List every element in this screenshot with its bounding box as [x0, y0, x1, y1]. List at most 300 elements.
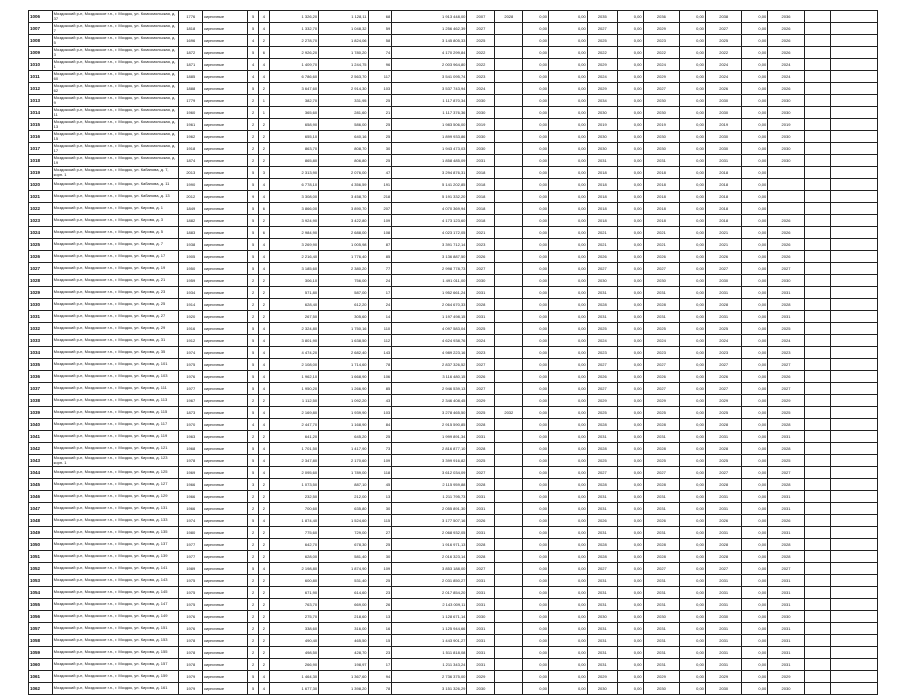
- cell-res: 17: [368, 287, 392, 299]
- cell-y5: 2031: [705, 503, 742, 515]
- cell-k4: 0,00: [680, 83, 706, 95]
- cell-res: 25: [368, 155, 392, 167]
- cell-s2: 1 824,06: [319, 35, 368, 47]
- cell-k4: 0,00: [680, 659, 706, 671]
- cell-y7: [830, 275, 877, 287]
- cell-cost: 1 999 891,34: [392, 431, 467, 443]
- cell-res: 25: [368, 95, 392, 107]
- cell-y7: [830, 323, 877, 335]
- cell-fl: 5: [248, 251, 259, 263]
- cell-y1: 2026: [467, 251, 495, 263]
- cell-k2: 0,00: [549, 47, 588, 59]
- cell-n: 1020: [29, 179, 53, 191]
- cell-n: 1047: [29, 503, 53, 515]
- cell-type: кирпичные: [203, 107, 248, 119]
- cell-y4: 2028: [643, 443, 680, 455]
- table-row: [29, 47, 878, 59]
- cell-k6: [804, 551, 830, 563]
- cell-y2: [495, 431, 523, 443]
- cell-n: 1044: [29, 467, 53, 479]
- cell-en: 2: [258, 587, 269, 599]
- cell-y5: 2027: [705, 263, 742, 275]
- cell-cost: 1 916 971,13: [392, 539, 467, 551]
- cell-k5: 0,00: [742, 107, 768, 119]
- cell-addr: Моздокский р-н, Моздокское г.п., г. Моздок, ул. Комсомольская, д. 7: [52, 23, 179, 35]
- cell-addr: Моздокский р-н, Моздокское г.п., г. Моздок, ул. Кирова, д. 5: [52, 227, 179, 239]
- table-row: [29, 575, 878, 587]
- cell-k6: [804, 167, 830, 179]
- cell-s1: 6 778,10: [269, 179, 318, 191]
- cell-code: 1976: [179, 611, 203, 623]
- cell-y5: 2031: [705, 431, 742, 443]
- cell-y4: 2024: [643, 335, 680, 347]
- cell-k3: 0,00: [617, 167, 643, 179]
- cell-addr: Моздокский р-н, Моздокское г.п., г. Моздок, ул. Комсомольская, д. 1: [52, 59, 179, 71]
- cell-y3: 2027: [587, 263, 617, 275]
- cell-y2: [495, 311, 523, 323]
- cell-y1: 2027: [467, 263, 495, 275]
- cell-k2: 0,00: [549, 551, 588, 563]
- cell-k6: [804, 635, 830, 647]
- cell-fl: 2: [248, 587, 259, 599]
- cell-k3: 0,00: [617, 23, 643, 35]
- cell-y5: 2026: [705, 371, 742, 383]
- cell-fl: 5: [248, 83, 259, 95]
- cell-k1: 0,00: [523, 431, 549, 443]
- cell-y5: 2031: [705, 635, 742, 647]
- cell-en: 4: [258, 407, 269, 419]
- cell-cost: 5 141 202,85: [392, 179, 467, 191]
- cell-res: 94: [368, 671, 392, 683]
- cell-cost: 1 491 011,00: [392, 275, 467, 287]
- cell-y4: 2027: [643, 563, 680, 575]
- cell-s2: 2 688,00: [319, 227, 368, 239]
- cell-type: кирпичные: [203, 359, 248, 371]
- cell-cost: 2 016 323,14: [392, 551, 467, 563]
- cell-y6: 2031: [768, 431, 805, 443]
- cell-k4: 0,00: [680, 227, 706, 239]
- cell-k2: 0,00: [549, 419, 588, 431]
- cell-k2: 0,00: [549, 275, 588, 287]
- cell-addr: Моздокский р-н, Моздокское г.п., г. Моздок, ул. Кирова, д. 31: [52, 335, 179, 347]
- cell-y7: [830, 599, 877, 611]
- cell-k3: 0,00: [617, 479, 643, 491]
- cell-addr: Моздокский р-н, Моздокское г.п., г. Моздок, ул. Комсомольская, д. 17: [52, 143, 179, 155]
- cell-k2: 0,00: [549, 623, 588, 635]
- cell-fl: 5: [248, 407, 259, 419]
- cell-s1: 2 198,80: [269, 563, 318, 575]
- cell-k5: 0,00: [742, 563, 768, 575]
- cell-k1: 0,00: [523, 143, 549, 155]
- cell-addr: Моздокский р-н, Моздокское г.п., г. Моздок, ул. Кирова, д. 119: [52, 431, 179, 443]
- cell-code: 1975: [179, 599, 203, 611]
- cell-y6: 2030: [768, 275, 805, 287]
- cell-code: 1980: [179, 527, 203, 539]
- cell-y2: [495, 383, 523, 395]
- cell-y3: 2026: [587, 515, 617, 527]
- cell-n: 1031: [29, 311, 53, 323]
- cell-k4: 0,00: [680, 71, 706, 83]
- cell-k2: 0,00: [549, 671, 588, 683]
- cell-en: 2: [258, 539, 269, 551]
- cell-k3: 0,00: [617, 347, 643, 359]
- cell-y7: [830, 431, 877, 443]
- cell-y3: 2019: [587, 119, 617, 131]
- cell-res: 23: [368, 587, 392, 599]
- cell-type: кирпичные: [203, 623, 248, 635]
- cell-k2: 0,00: [549, 11, 588, 23]
- cell-type: кирпичные: [203, 203, 248, 215]
- cell-y1: 2023: [467, 71, 495, 83]
- cell-y4: 2031: [643, 575, 680, 587]
- cell-y7: [830, 491, 877, 503]
- cell-k5: 0,00: [742, 155, 768, 167]
- table-row: [29, 359, 878, 371]
- cell-en: 6: [258, 203, 269, 215]
- cell-s2: 3 458,70: [319, 191, 368, 203]
- cell-n: 1036: [29, 371, 53, 383]
- cell-y2: [495, 395, 523, 407]
- cell-y1: 2028: [467, 551, 495, 563]
- table-row: [29, 107, 878, 119]
- cell-y5: 2018: [705, 167, 742, 179]
- cell-y4: 2018: [643, 191, 680, 203]
- table-row: [29, 263, 878, 275]
- cell-code: 1818: [179, 23, 203, 35]
- cell-fl: 5: [248, 215, 259, 227]
- cell-k5: 0,00: [742, 383, 768, 395]
- cell-k3: 0,00: [617, 335, 643, 347]
- cell-s2: 1 266,90: [319, 383, 368, 395]
- cell-code: 1977: [179, 383, 203, 395]
- cell-type: кирпичные: [203, 95, 248, 107]
- cell-cost: 3 399 916,82: [392, 455, 467, 467]
- cell-fl: 4: [248, 419, 259, 431]
- cell-y3: 2018: [587, 191, 617, 203]
- cell-y7: [830, 59, 877, 71]
- cell-en: 4: [258, 179, 269, 191]
- cell-k3: 0,00: [617, 671, 643, 683]
- cell-k6: [804, 527, 830, 539]
- table-row: [29, 131, 878, 143]
- cell-y5: 2018: [705, 179, 742, 191]
- cell-code: 1989: [179, 563, 203, 575]
- cell-k4: 0,00: [680, 311, 706, 323]
- cell-k3: 0,00: [617, 467, 643, 479]
- cell-s2: 2 170,60: [319, 455, 368, 467]
- cell-res: 25: [368, 575, 392, 587]
- cell-s2: 729,00: [319, 527, 368, 539]
- cell-s2: 1 780,20: [319, 47, 368, 59]
- cell-res: 103: [368, 407, 392, 419]
- cell-s1: 1 409,70: [269, 59, 318, 71]
- cell-y3: 2027: [587, 23, 617, 35]
- cell-res: 26: [368, 599, 392, 611]
- cell-y1: 2031: [467, 599, 495, 611]
- cell-k3: 0,00: [617, 551, 643, 563]
- cell-y4: 2025: [643, 407, 680, 419]
- cell-code: 1888: [179, 83, 203, 95]
- cell-k2: 0,00: [549, 131, 588, 143]
- cell-cost: 1 899 933,86: [392, 131, 467, 143]
- cell-k4: 0,00: [680, 263, 706, 275]
- cell-y1: 2018: [467, 215, 495, 227]
- cell-y2: [495, 575, 523, 587]
- cell-y5: 2028: [705, 539, 742, 551]
- cell-type: кирпичные: [203, 443, 248, 455]
- cell-k4: 0,00: [680, 191, 706, 203]
- cell-s1: 338,60: [269, 623, 318, 635]
- cell-code: 1905: [179, 251, 203, 263]
- housing-register-table: [28, 10, 878, 695]
- cell-s1: 1 677,30: [269, 683, 318, 695]
- cell-code: 1978: [179, 635, 203, 647]
- cell-res: 74: [368, 47, 392, 59]
- cell-type: кирпичные: [203, 287, 248, 299]
- cell-s2: 1 128,11: [319, 11, 368, 23]
- document-page: [28, 10, 878, 691]
- cell-y2: [495, 515, 523, 527]
- cell-k5: 0,00: [742, 299, 768, 311]
- cell-addr: Моздокский р-н, Моздокское г.п., г. Моздок, ул. Кирова, д. 115: [52, 407, 179, 419]
- cell-addr: Моздокский р-н, Моздокское г.п., г. Моздок, ул. Кирова, д. 123 корп. 1: [52, 455, 179, 467]
- cell-addr: Моздокский р-н, Моздокское г.п., г. Моздок, ул. Кирова, д. 149: [52, 611, 179, 623]
- cell-y5: 2025: [705, 455, 742, 467]
- cell-y1: 2029: [467, 395, 495, 407]
- cell-k1: 0,00: [523, 311, 549, 323]
- cell-y7: [830, 155, 877, 167]
- cell-y4: 2026: [643, 515, 680, 527]
- cell-y6: 2031: [768, 575, 805, 587]
- cell-n: 1050: [29, 539, 53, 551]
- cell-en: 4: [258, 71, 269, 83]
- cell-y7: [830, 251, 877, 263]
- cell-k4: 0,00: [680, 683, 706, 695]
- cell-y6: 2031: [768, 587, 805, 599]
- cell-s2: 640,16: [319, 131, 368, 143]
- cell-addr: Моздокский р-н, Моздокское г.п., г. Моздок, ул. Кирова, д. 25: [52, 299, 179, 311]
- cell-y5: 2031: [705, 155, 742, 167]
- cell-k1: 0,00: [523, 227, 549, 239]
- cell-fl: 5: [248, 23, 259, 35]
- cell-code: 1883: [179, 227, 203, 239]
- cell-k5: 0,00: [742, 263, 768, 275]
- cell-y2: 2032: [495, 407, 523, 419]
- cell-y5: 2018: [705, 203, 742, 215]
- cell-n: 1028: [29, 275, 53, 287]
- cell-type: кирпичные: [203, 335, 248, 347]
- cell-n: 1022: [29, 203, 53, 215]
- cell-y1: 2031: [467, 527, 495, 539]
- cell-y7: [830, 407, 877, 419]
- cell-n: 1056: [29, 611, 53, 623]
- cell-n: 1019: [29, 167, 53, 179]
- cell-y7: [830, 443, 877, 455]
- table-row: [29, 587, 878, 599]
- cell-k4: 0,00: [680, 455, 706, 467]
- cell-s2: 1 417,90: [319, 443, 368, 455]
- cell-k3: 0,00: [617, 119, 643, 131]
- cell-k3: 0,00: [617, 647, 643, 659]
- cell-y4: 2031: [643, 503, 680, 515]
- cell-y3: 2031: [587, 587, 617, 599]
- cell-k6: [804, 83, 830, 95]
- cell-s1: 3 269,90: [269, 239, 318, 251]
- cell-y3: 2025: [587, 35, 617, 47]
- cell-y4: 2026: [643, 251, 680, 263]
- cell-s1: 2 169,80: [269, 407, 318, 419]
- cell-en: 4: [258, 359, 269, 371]
- cell-y1: 2030: [467, 143, 495, 155]
- cell-y6: 2031: [768, 491, 805, 503]
- cell-y3: 2031: [587, 599, 617, 611]
- cell-y6: 2031: [768, 647, 805, 659]
- cell-en: 2: [258, 575, 269, 587]
- cell-cost: 1 952 661,24: [392, 287, 467, 299]
- cell-y7: [830, 107, 877, 119]
- cell-code: 1975: [179, 587, 203, 599]
- cell-y1: 2029: [467, 671, 495, 683]
- cell-y7: [830, 71, 877, 83]
- cell-cost: 2 031 850,27: [392, 575, 467, 587]
- cell-k6: [804, 539, 830, 551]
- table-row: [29, 431, 878, 443]
- cell-y6: [768, 191, 805, 203]
- cell-addr: Моздокский р-н, Моздокское г.п., г. Моздок, ул. Кирова, д. 133: [52, 515, 179, 527]
- cell-y6: 2031: [768, 623, 805, 635]
- table-row: [29, 503, 878, 515]
- cell-fl: 5: [248, 443, 259, 455]
- cell-s2: 1 874,90: [319, 563, 368, 575]
- cell-y3: 2030: [587, 131, 617, 143]
- cell-type: кирпичные: [203, 35, 248, 47]
- cell-k2: 0,00: [549, 479, 588, 491]
- table-row: [29, 11, 878, 23]
- cell-res: 109: [368, 563, 392, 575]
- cell-k5: 0,00: [742, 503, 768, 515]
- cell-y1: 2027: [467, 359, 495, 371]
- cell-k4: 0,00: [680, 491, 706, 503]
- cell-code: 1974: [179, 347, 203, 359]
- cell-y3: 2028: [587, 443, 617, 455]
- cell-s2: 887,10: [319, 479, 368, 491]
- cell-k1: 0,00: [523, 275, 549, 287]
- cell-addr: Моздокский р-н, Моздокское г.п., г. Моздок, ул. Комсомольская, д. 19: [52, 155, 179, 167]
- table-row: [29, 635, 878, 647]
- cell-y7: [830, 647, 877, 659]
- cell-fl: 5: [248, 671, 259, 683]
- cell-k1: 0,00: [523, 599, 549, 611]
- cell-y1: 2028: [467, 539, 495, 551]
- cell-y3: 2021: [587, 239, 617, 251]
- cell-s1: 655,10: [269, 131, 318, 143]
- cell-s2: 212,00: [319, 491, 368, 503]
- cell-s1: 365,60: [269, 107, 318, 119]
- cell-y5: 2028: [705, 419, 742, 431]
- cell-y1: 2018: [467, 179, 495, 191]
- cell-fl: 5: [248, 563, 259, 575]
- cell-k3: 0,00: [617, 11, 643, 23]
- cell-n: 1021: [29, 191, 53, 203]
- cell-s2: 612,20: [319, 299, 368, 311]
- cell-y3: 2031: [587, 647, 617, 659]
- cell-k3: 0,00: [617, 191, 643, 203]
- cell-y3: 2028: [587, 419, 617, 431]
- cell-s2: 635,80: [319, 503, 368, 515]
- cell-y6: 2031: [768, 311, 805, 323]
- cell-y4: 2021: [643, 239, 680, 251]
- cell-res: 112: [368, 335, 392, 347]
- cell-res: 23: [368, 647, 392, 659]
- cell-y5: 2019: [705, 119, 742, 131]
- cell-k3: 0,00: [617, 203, 643, 215]
- cell-en: 2: [258, 479, 269, 491]
- cell-s1: 2 347,80: [269, 455, 318, 467]
- cell-s2: 1 776,40: [319, 251, 368, 263]
- cell-k3: 0,00: [617, 527, 643, 539]
- cell-y4: 2031: [643, 311, 680, 323]
- cell-y2: [495, 299, 523, 311]
- table-row: [29, 539, 878, 551]
- cell-k1: 0,00: [523, 251, 549, 263]
- cell-cost: 1 443 901,27: [392, 635, 467, 647]
- cell-k2: 0,00: [549, 95, 588, 107]
- cell-code: 1978: [179, 455, 203, 467]
- cell-k2: 0,00: [549, 107, 588, 119]
- table-row: [29, 407, 878, 419]
- cell-addr: Моздокский р-н, Моздокское г.п., г. Моздок, ул. Кирова, д. 7: [52, 239, 179, 251]
- cell-k4: 0,00: [680, 467, 706, 479]
- cell-addr: Моздокский р-н, Моздокское г.п., г. Моздок, ул. Кирова, д. 27: [52, 311, 179, 323]
- cell-k6: [804, 275, 830, 287]
- cell-fl: 2: [248, 527, 259, 539]
- cell-res: 25: [368, 431, 392, 443]
- cell-k3: 0,00: [617, 215, 643, 227]
- cell-s2: 669,00: [319, 599, 368, 611]
- cell-y5: 2031: [705, 311, 742, 323]
- cell-k6: [804, 611, 830, 623]
- cell-y3: 2031: [587, 659, 617, 671]
- cell-y3: 2030: [587, 611, 617, 623]
- cell-y2: [495, 239, 523, 251]
- cell-type: кирпичные: [203, 407, 248, 419]
- cell-n: 1011: [29, 71, 53, 83]
- cell-s1: 490,40: [269, 635, 318, 647]
- cell-k6: [804, 95, 830, 107]
- cell-y3: 2018: [587, 215, 617, 227]
- cell-k5: 0,00: [742, 371, 768, 383]
- cell-k5: 0,00: [742, 395, 768, 407]
- cell-k4: 0,00: [680, 323, 706, 335]
- cell-y6: 2029: [768, 671, 805, 683]
- cell-y3: 2023: [587, 347, 617, 359]
- cell-res: 109: [368, 215, 392, 227]
- cell-y7: [830, 503, 877, 515]
- cell-k6: [804, 623, 830, 635]
- cell-fl: 2: [248, 659, 259, 671]
- cell-y2: [495, 599, 523, 611]
- cell-k2: 0,00: [549, 527, 588, 539]
- cell-s2: 586,00: [319, 119, 368, 131]
- cell-k5: 0,00: [742, 467, 768, 479]
- cell-y2: [495, 167, 523, 179]
- cell-cost: 1 197 498,15: [392, 311, 467, 323]
- cell-n: 1032: [29, 323, 53, 335]
- cell-y1: 2031: [467, 659, 495, 671]
- cell-code: 2013: [179, 167, 203, 179]
- cell-k1: 0,00: [523, 83, 549, 95]
- cell-y1: 2028: [467, 443, 495, 455]
